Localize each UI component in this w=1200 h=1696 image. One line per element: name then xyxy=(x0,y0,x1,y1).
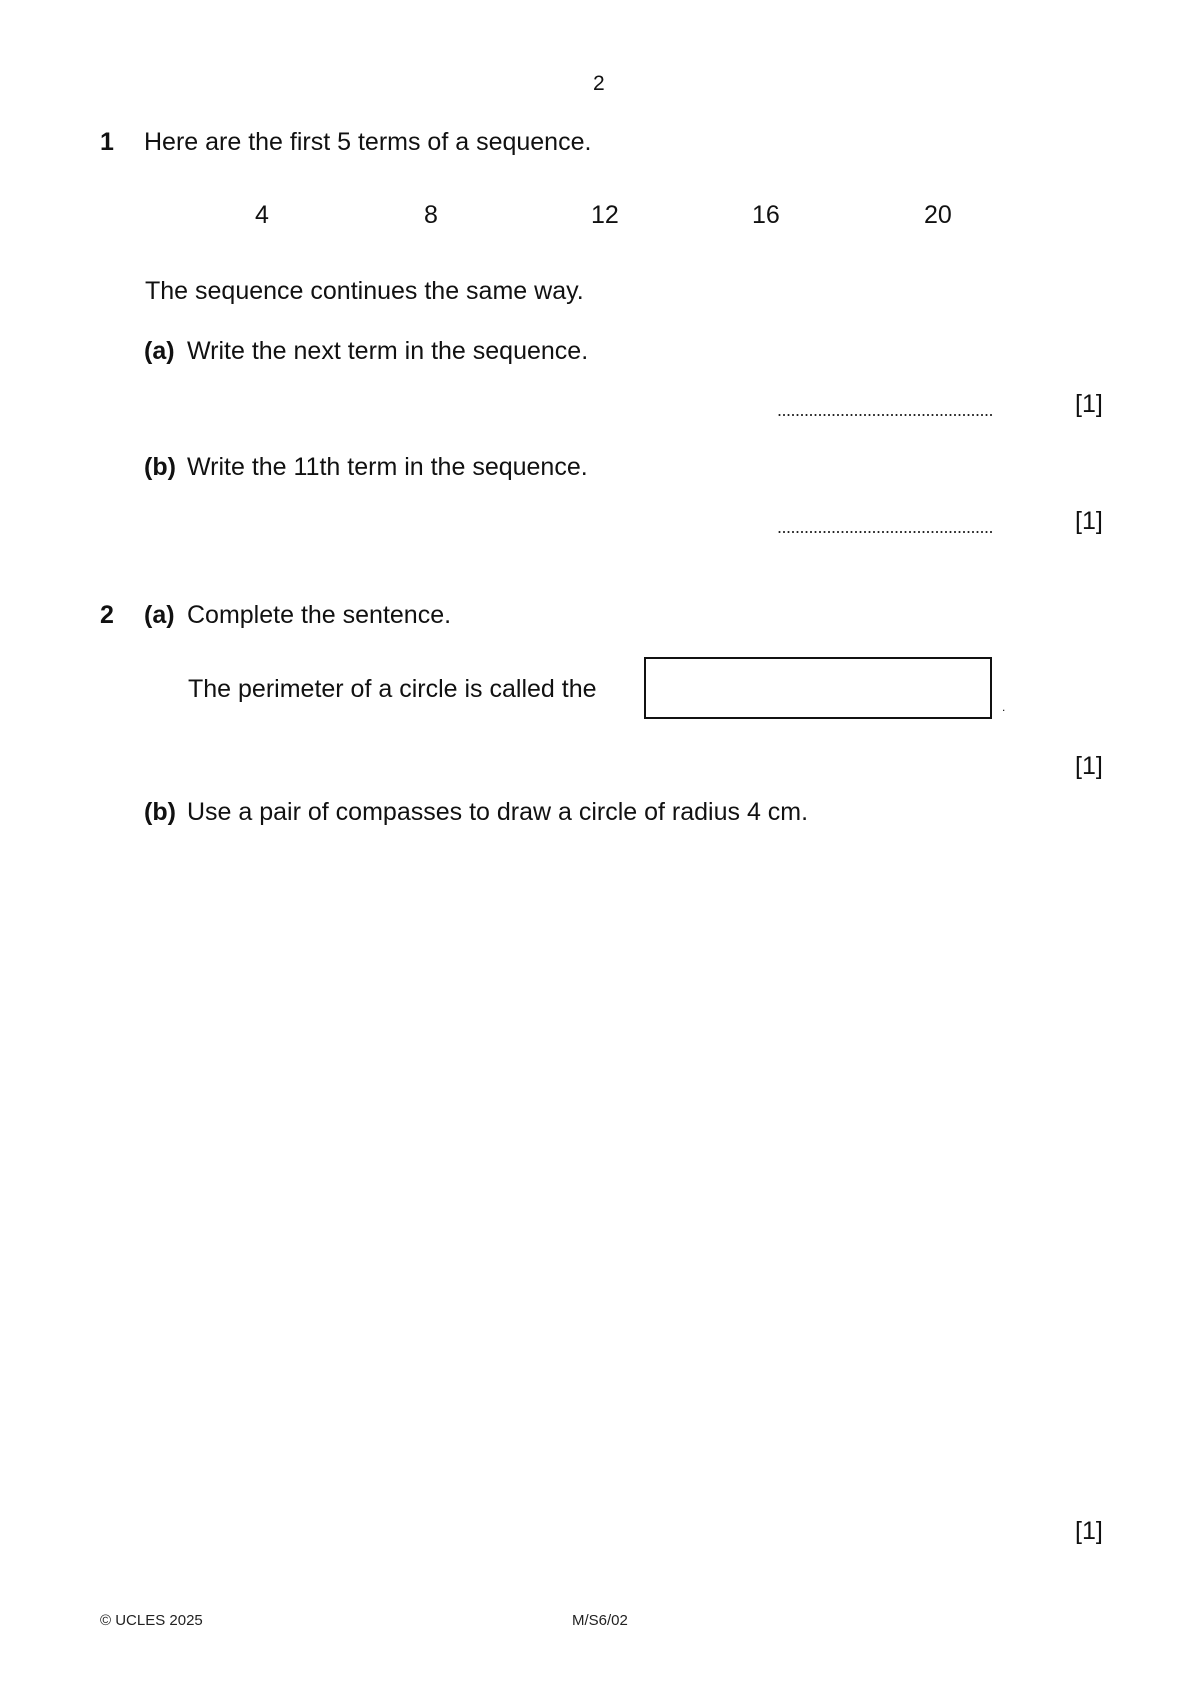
part-a-text: Write the next term in the sequence. xyxy=(187,337,589,365)
part-a-text: Complete the sentence. xyxy=(187,601,452,629)
sentence-text: The perimeter of a circle is called the xyxy=(188,675,597,703)
marks-label: [1] xyxy=(1075,507,1103,535)
sequence-term: 20 xyxy=(924,201,952,229)
sequence-continues-text: The sequence continues the same way. xyxy=(145,277,584,305)
part-b-text: Write the 11th term in the sequence. xyxy=(187,453,588,481)
footer-code: M/S6/02 xyxy=(572,1612,628,1629)
part-b-label: (b) xyxy=(144,798,176,826)
question-1-number: 1 xyxy=(100,128,114,156)
part-a-label: (a) xyxy=(144,337,175,365)
footer-copyright: © UCLES 2025 xyxy=(100,1612,203,1629)
sequence-term: 12 xyxy=(591,201,619,229)
part-b-label: (b) xyxy=(144,453,176,481)
drawing-space[interactable] xyxy=(144,850,1104,1500)
marks-label: [1] xyxy=(1075,752,1103,780)
answer-line[interactable]: ................................................ xyxy=(777,517,994,537)
question-1-intro: Here are the first 5 terms of a sequence. xyxy=(144,128,592,156)
answer-box[interactable] xyxy=(644,657,992,719)
sequence-term: 8 xyxy=(424,201,438,229)
marks-label: [1] xyxy=(1075,390,1103,418)
sequence-term: 4 xyxy=(255,201,269,229)
question-2-number: 2 xyxy=(100,601,114,629)
part-b-text: Use a pair of compasses to draw a circle of radius 4 cm. xyxy=(187,798,809,826)
answer-line[interactable]: ................................................ xyxy=(777,400,994,420)
part-a-label: (a) xyxy=(144,601,175,629)
marks-label: [1] xyxy=(1075,1517,1103,1545)
sequence-term: 16 xyxy=(752,201,780,229)
trailing-dot: . xyxy=(1002,700,1006,714)
page-number: 2 xyxy=(593,72,605,95)
